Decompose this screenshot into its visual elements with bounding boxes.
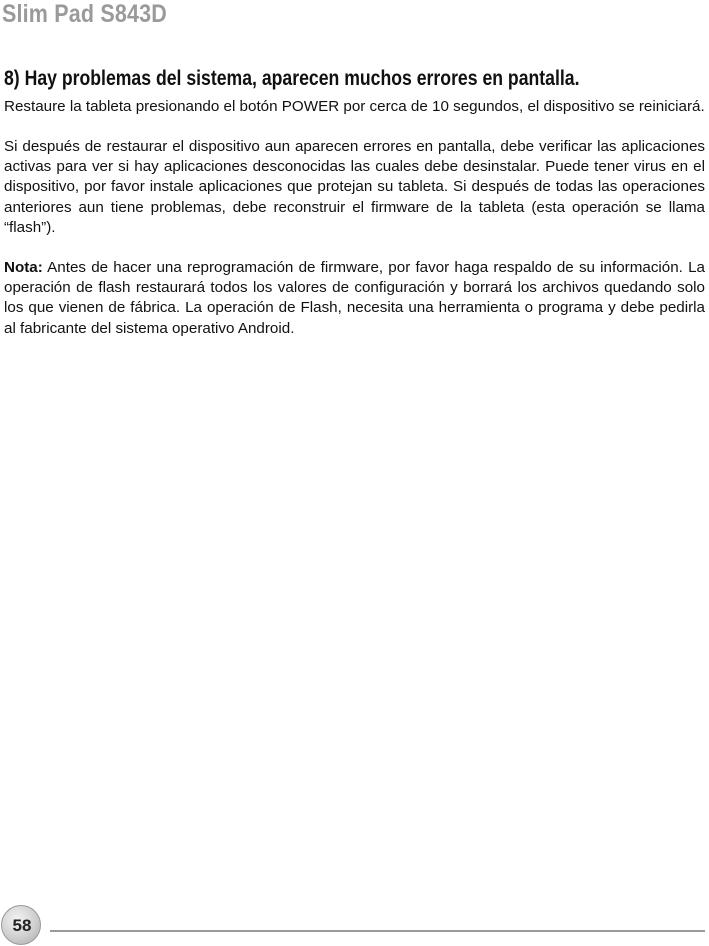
note-paragraph [4, 258, 705, 339]
note-text: Antes de hacer una reprogramación de firmware, por favor haga respaldo de su información. La operación de flash restaurará todos los valores de configuración y borrará los archivos quedando solo los que vienen de fábrica. La operación de Flash, necesita una herramienta o programa y debe pedirla al fabricante del sistema operativo Android. [4, 259, 705, 337]
paragraph-errors: Si después de restaurar el dispositivo aun aparecen errores en pantalla, debe verificar las aplicaciones activas para ver si hay aplicaciones desconocidas las cuales debe desinstalar. Puede tener virus en el dispositivo, por favor instale aplicaciones que protejan su tableta. Si después de todas las operaciones anteriores aun tiene problemas, debe reconstruir el firmware de la tableta (esta operación se llama “flash”). [4, 138, 705, 236]
section-heading: 8) Hay problemas del sistema, aparecen muchos errores en pantalla. [4, 67, 580, 90]
page-number-badge [1, 905, 41, 945]
page-number: 58 [12, 916, 32, 935]
header-title: Slim Pad S843D [2, 0, 167, 28]
paragraph-restart: Restaure la tableta presionando el botón POWER por cerca de 10 segundos, el dispositivo se reiniciará. [4, 98, 705, 115]
note-label: Nota: [4, 259, 43, 276]
footer-divider [50, 930, 705, 932]
